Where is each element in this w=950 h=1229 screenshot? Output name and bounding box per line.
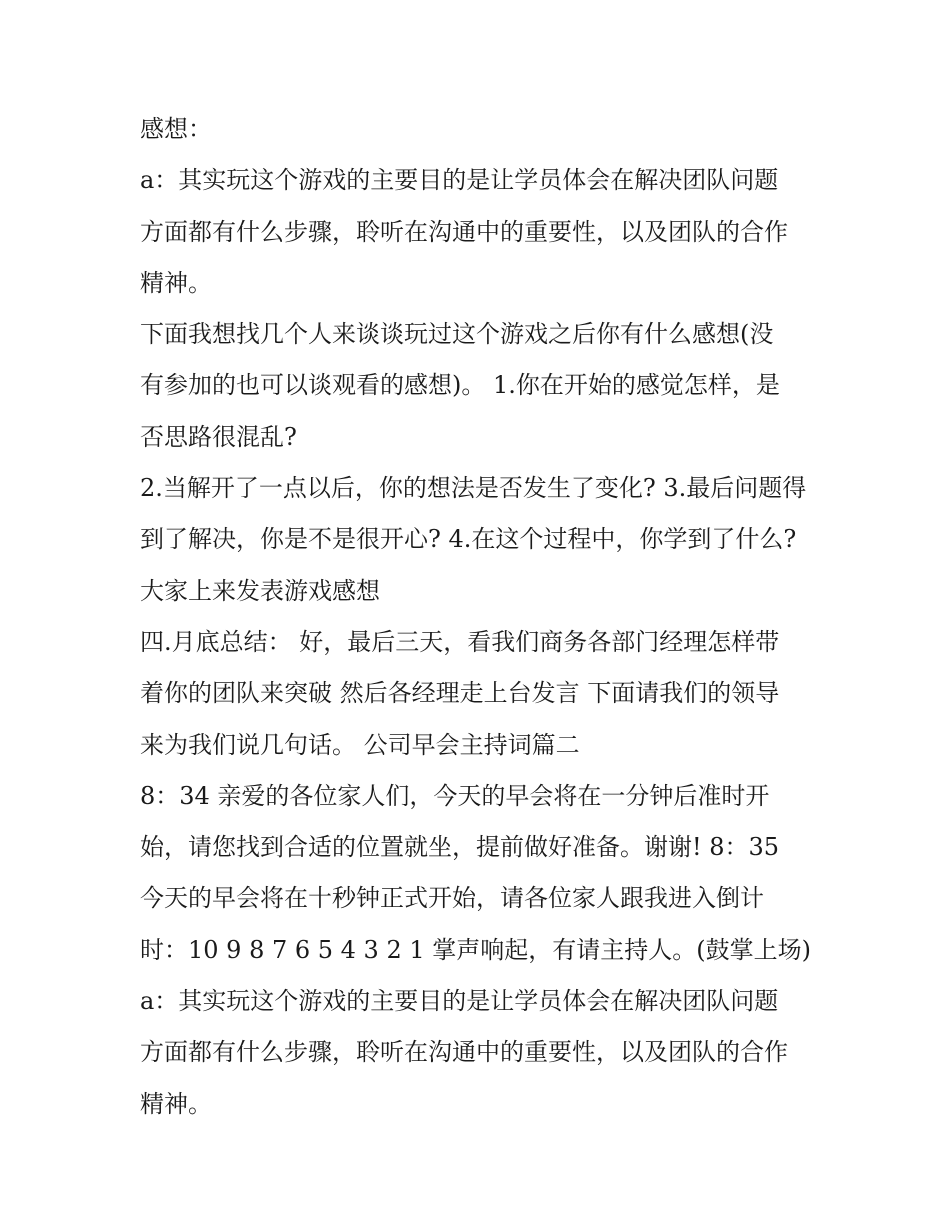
text-line: 四.月底总结： 好，最后三天，看我们商务各部门经理怎样带: [140, 627, 780, 656]
text-line: 感想：: [140, 115, 212, 143]
text-line: a：其实玩这个游戏的主要目的是让学员体会在解决团队问题: [140, 166, 779, 195]
text-line: 方面都有什么步骤，聆听在沟通中的重要性，以及团队的合作: [140, 217, 788, 246]
text-line: 精神。: [140, 268, 212, 297]
text-line: 时：10 9 8 7 6 5 4 3 2 1 掌声响起，有请主持人。(鼓掌上场): [140, 935, 811, 964]
text-line: 8：34 亲爱的各位家人们，今天的早会将在一分钟后准时开: [140, 781, 770, 810]
text-line: 今天的早会将在十秒钟正式开始，请各位家人跟我进入倒计: [140, 884, 764, 913]
text-line: 下面我想找几个人来谈谈玩过这个游戏之后你有什么感想(没: [140, 320, 774, 349]
text-line: 否思路很混乱?: [140, 422, 297, 451]
text-line: 有参加的也可以谈观看的感想)。 1.你在开始的感觉怎样，是: [140, 371, 780, 400]
text-line: 精神。: [140, 1089, 212, 1118]
text-line: 2.当解开了一点以后，你的想法是否发生了变化? 3.最后问题得: [140, 474, 807, 503]
document-body: [140, 104, 820, 1130]
text-line: 到了解决，你是不是很开心? 4.在这个过程中，你学到了什么?: [140, 525, 797, 554]
text-line: 始，请您找到合适的位置就坐，提前做好准备。谢谢! 8：35: [140, 833, 780, 862]
text-line: a：其实玩这个游戏的主要目的是让学员体会在解决团队问题: [140, 987, 779, 1016]
text-line: 方面都有什么步骤，聆听在沟通中的重要性，以及团队的合作: [140, 1038, 788, 1067]
text-line: 来为我们说几句话。 公司早会主持词篇二: [140, 730, 580, 759]
text-line: 大家上来发表游戏感想: [140, 576, 380, 605]
text-line: 着你的团队来突破 然后各经理走上台发言 下面请我们的领导: [140, 679, 780, 708]
